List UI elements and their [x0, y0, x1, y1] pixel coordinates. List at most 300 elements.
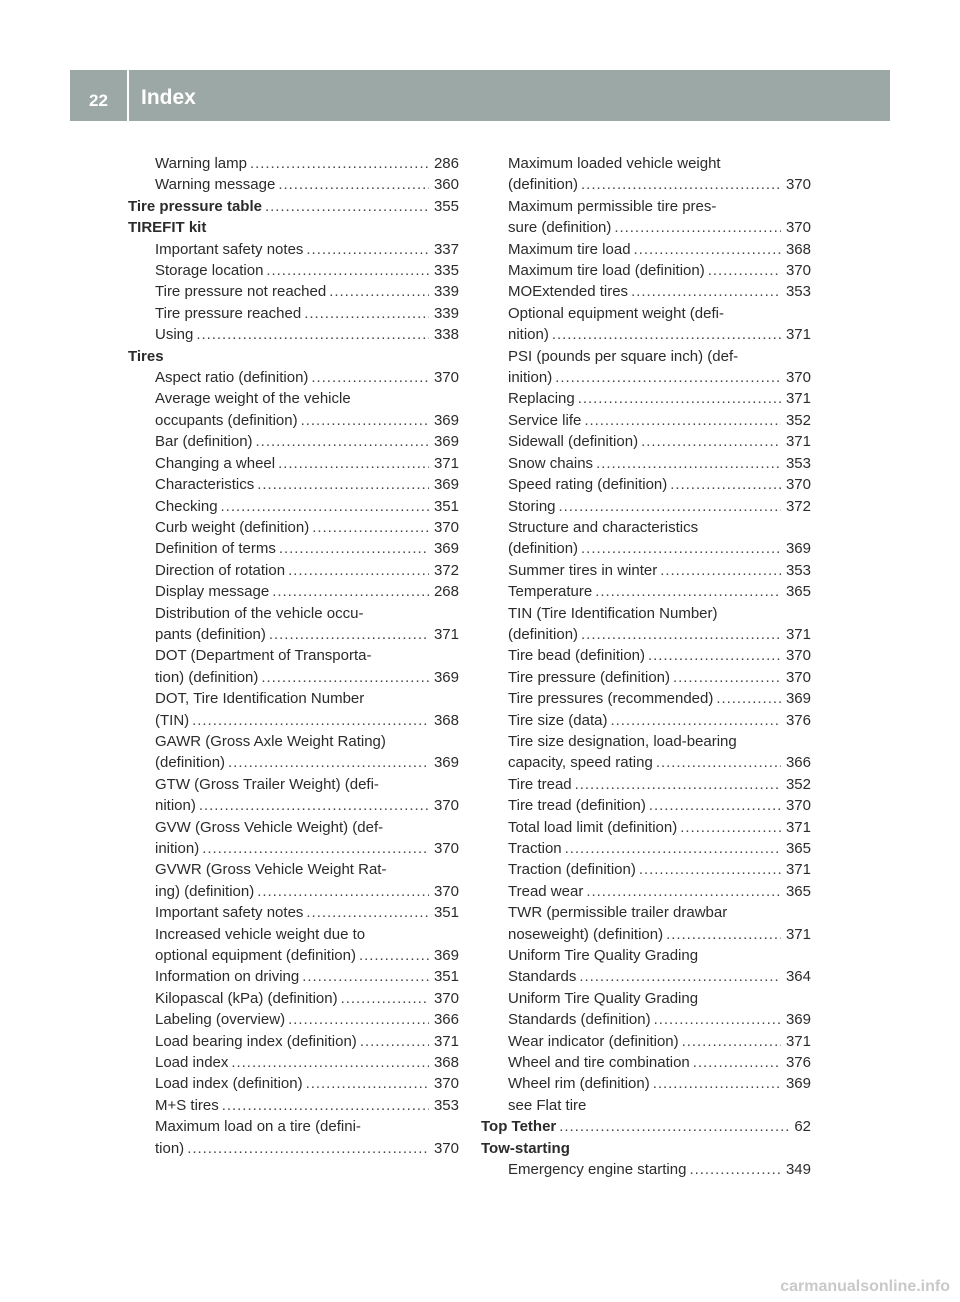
index-entry[interactable] [508, 324, 811, 345]
dot-leader [269, 624, 429, 645]
page-reference: 368 [433, 1054, 459, 1072]
entry-text: (definition) [508, 625, 579, 643]
page-reference: 353 [785, 283, 811, 301]
index-entry[interactable] [155, 881, 459, 902]
entry-text: sure (definition) [508, 219, 612, 237]
entry-text: Total load limit (definition) [508, 818, 678, 836]
entry-text: Load index (definition) [155, 1075, 303, 1093]
entry-text: Distribution of the vehicle occu- [155, 604, 364, 622]
dot-leader [641, 431, 781, 452]
entry-text: Using [155, 326, 194, 344]
dot-leader [202, 838, 429, 859]
watermark: carmanualsonline.info [780, 1278, 950, 1295]
entry-text: Storage location [155, 262, 264, 280]
entry-text: Checking [155, 497, 218, 515]
page-reference: 376 [785, 1054, 811, 1072]
index-entry[interactable] [508, 924, 811, 945]
index-entry[interactable] [155, 410, 459, 431]
dot-leader [228, 752, 429, 773]
page-reference: 337 [433, 240, 459, 258]
index-entry[interactable] [155, 752, 459, 773]
page-reference: 369 [785, 690, 811, 708]
page-reference: 355 [433, 197, 459, 215]
index-entry[interactable] [155, 560, 459, 581]
header-divider [127, 70, 129, 121]
entry-text: nition) [155, 797, 196, 815]
dot-leader [257, 474, 429, 495]
dot-leader [565, 838, 781, 859]
dot-leader [596, 453, 781, 474]
dot-leader [648, 645, 781, 666]
entry-text: Changing a wheel [155, 454, 276, 472]
dot-leader [231, 1052, 429, 1073]
dot-leader [670, 474, 781, 495]
entry-text: Average weight of the vehicle [155, 390, 351, 408]
index-entry[interactable] [508, 859, 811, 880]
index-entry[interactable] [155, 303, 459, 324]
entry-text: Tow-starting [481, 1139, 570, 1157]
entry-text: Tire tread (definition) [508, 797, 646, 815]
entry-text: Tire tread [508, 775, 572, 793]
dot-leader [288, 560, 429, 581]
entry-text: Maximum loaded vehicle weight [508, 155, 721, 172]
page-reference: 371 [433, 454, 459, 472]
dot-leader [586, 881, 781, 902]
page-reference: 351 [433, 968, 459, 986]
entry-text: (TIN) [155, 711, 190, 729]
entry-text: Load bearing index (definition) [155, 1032, 357, 1050]
page-reference: 365 [785, 840, 811, 857]
index-entry [508, 988, 811, 1009]
entry-text: Uniform Tire Quality Grading [508, 947, 699, 965]
dot-leader [682, 1031, 781, 1052]
page-reference: 369 [433, 947, 459, 965]
dot-leader [288, 1009, 429, 1030]
index-entry[interactable] [155, 795, 459, 816]
page-reference: 370 [433, 882, 459, 900]
page-reference: 371 [785, 861, 811, 879]
entry-text: Tire pressure not reached [155, 283, 327, 301]
entry-text: Top Tether [481, 1118, 557, 1136]
entry-text: Tire pressure (definition) [508, 668, 671, 686]
index-entry[interactable] [508, 624, 811, 645]
index-entry [508, 196, 811, 217]
entry-text: Characteristics [155, 476, 255, 494]
index-entry[interactable] [508, 795, 811, 816]
page-reference: 376 [785, 711, 811, 729]
page-reference: 370 [785, 219, 811, 237]
index-entry[interactable] [508, 1052, 811, 1073]
index-entry [155, 817, 459, 838]
entry-text: pants (definition) [155, 625, 266, 643]
dot-leader [196, 324, 429, 345]
entry-text: Replacing [508, 390, 575, 408]
entry-text: Tread wear [508, 882, 584, 900]
index-entry[interactable] [508, 688, 811, 709]
dot-leader [581, 624, 781, 645]
index-heading[interactable] [128, 196, 459, 217]
index-entry [155, 859, 459, 880]
index-entry [508, 603, 811, 624]
index-entry[interactable] [155, 431, 459, 452]
dot-leader [689, 1159, 781, 1180]
index-entry[interactable] [508, 838, 811, 859]
entry-text: see Flat tire [508, 1096, 587, 1114]
entry-text: Summer tires in winter [508, 561, 658, 579]
index-entry[interactable] [155, 581, 459, 602]
dot-leader [680, 817, 781, 838]
index-entry[interactable] [508, 560, 811, 581]
entry-text: Labeling (overview) [155, 1011, 286, 1029]
page-reference: 352 [785, 411, 811, 429]
dot-leader [306, 902, 429, 923]
index-entry[interactable] [155, 281, 459, 302]
index-entry [155, 688, 459, 709]
entry-text: Direction of rotation [155, 561, 286, 579]
entry-text: Load index [155, 1054, 229, 1072]
index-entry[interactable] [155, 988, 459, 1009]
page-reference: 268 [433, 583, 459, 601]
page-reference: 339 [433, 283, 459, 301]
index-entry[interactable] [508, 217, 811, 238]
index-entry[interactable] [155, 1031, 459, 1052]
entry-text: Curb weight (definition) [155, 518, 310, 536]
page-reference: 370 [433, 797, 459, 815]
page-reference: 370 [433, 1075, 459, 1093]
entry-text: Traction [508, 840, 562, 857]
index-entry[interactable] [155, 517, 459, 538]
page-reference: 353 [785, 561, 811, 579]
index-entry[interactable] [155, 153, 459, 174]
page-reference: 353 [433, 1096, 459, 1114]
entry-text: Warning message [155, 176, 276, 194]
dot-leader [581, 538, 781, 559]
dot-leader [266, 260, 429, 281]
page-reference: 369 [785, 1011, 811, 1029]
entry-text: DOT (Department of Transporta- [155, 647, 372, 665]
dot-leader [265, 196, 429, 217]
index-entry[interactable] [155, 474, 459, 495]
page-reference: 369 [433, 754, 459, 772]
entry-text: GAWR (Gross Axle Weight Rating) [155, 732, 386, 750]
entry-text: (definition) [508, 176, 579, 194]
page-reference: 371 [785, 326, 811, 344]
entry-text: GTW (Gross Trailer Weight) (defi- [155, 775, 379, 793]
index-entry[interactable] [155, 838, 459, 859]
index-entry[interactable] [155, 945, 459, 966]
entry-text: Optional equipment weight (defi- [508, 304, 724, 322]
entry-text: Uniform Tire Quality Grading [508, 989, 699, 1007]
page-reference: 360 [433, 176, 459, 194]
dot-leader [306, 239, 429, 260]
section-title: Index [141, 86, 196, 109]
dot-leader [639, 859, 781, 880]
index-entry [508, 153, 811, 174]
dot-leader [654, 1009, 781, 1030]
entry-text: Tire pressure reached [155, 304, 302, 322]
dot-leader [359, 945, 429, 966]
index-entry[interactable] [508, 1073, 811, 1094]
entry-text: Tire pressure table [128, 197, 262, 215]
page-reference: 370 [785, 262, 811, 280]
page-reference: 286 [433, 155, 459, 172]
dot-leader [341, 988, 429, 1009]
index-entry[interactable] [155, 174, 459, 195]
entry-text: tion) (definition) [155, 668, 259, 686]
page-reference: 372 [433, 561, 459, 579]
page-reference: 353 [785, 454, 811, 472]
dot-leader [579, 966, 781, 987]
entry-text: Structure and characteristics [508, 518, 699, 536]
page-reference: 371 [785, 818, 811, 836]
index-entry[interactable] [155, 496, 459, 517]
index-entry[interactable] [155, 538, 459, 559]
page-reference: 365 [785, 583, 811, 601]
index-entry[interactable] [508, 410, 811, 431]
entry-text: Standards (definition) [508, 1011, 651, 1029]
page-reference: 339 [433, 304, 459, 322]
dot-leader [306, 1073, 429, 1094]
page-number: 22 [89, 91, 108, 110]
dot-leader [660, 560, 781, 581]
index-entry[interactable] [508, 645, 811, 666]
entry-text: M+S tires [155, 1096, 219, 1114]
index-entry [508, 945, 811, 966]
entry-text: Storing [508, 497, 556, 515]
page-reference: 366 [785, 754, 811, 772]
entry-text: DOT, Tire Identification Number [155, 690, 365, 708]
dot-leader [634, 239, 781, 260]
dot-leader [693, 1052, 781, 1073]
index-entry[interactable] [155, 667, 459, 688]
index-entry[interactable] [508, 388, 811, 409]
page-reference: 369 [785, 1075, 811, 1093]
dot-leader [584, 410, 781, 431]
index-entry[interactable] [155, 1073, 459, 1094]
index-entry[interactable] [508, 538, 811, 559]
page-reference: 62 [794, 1118, 811, 1136]
entry-text: Information on driving [155, 968, 300, 986]
index-entry[interactable] [155, 324, 459, 345]
index-entry[interactable] [508, 667, 811, 688]
entry-text: Maximum load on a tire (defini- [155, 1118, 361, 1136]
index-heading[interactable] [481, 1116, 811, 1137]
index-entry[interactable] [155, 1009, 459, 1030]
index-entry [508, 346, 811, 367]
page-reference: 368 [785, 240, 811, 258]
index-entry[interactable] [508, 710, 811, 731]
dot-leader [559, 1116, 789, 1137]
entry-text: (definition) [155, 754, 226, 772]
index-entry[interactable] [155, 1138, 459, 1159]
index-entry[interactable] [508, 774, 811, 795]
entry-text: TIREFIT kit [128, 219, 207, 237]
index-entry[interactable] [508, 281, 811, 302]
index-entry[interactable] [508, 1159, 811, 1180]
index-entry[interactable] [508, 496, 811, 517]
entry-text: Standards [508, 968, 577, 986]
dot-leader [329, 281, 429, 302]
index-entry[interactable] [155, 1095, 459, 1116]
dot-leader [614, 217, 781, 238]
page-reference: 369 [433, 411, 459, 429]
index-entry[interactable] [155, 367, 459, 388]
index-entry[interactable] [508, 474, 811, 495]
entry-text: Sidewall (definition) [508, 433, 639, 451]
index-entry [155, 731, 459, 752]
index-entry[interactable] [155, 710, 459, 731]
index-column-left [128, 153, 459, 1159]
page-reference: 371 [785, 433, 811, 451]
entry-text: TIN (Tire Identification Number) [508, 604, 718, 622]
index-heading [481, 1138, 811, 1159]
entry-text: tion) [155, 1139, 185, 1157]
page-reference: 370 [433, 518, 459, 536]
index-entry [508, 731, 811, 752]
entry-text: (definition) [508, 540, 579, 558]
dot-leader [581, 174, 781, 195]
dot-leader [311, 367, 429, 388]
entry-text: Maximum tire load (definition) [508, 262, 705, 280]
page-reference: 338 [433, 326, 459, 344]
index-entry [155, 1116, 459, 1137]
dot-leader [192, 710, 429, 731]
index-entry[interactable] [508, 239, 811, 260]
page-reference: 365 [785, 882, 811, 900]
entry-text: ing) (definition) [155, 882, 255, 900]
page-reference: 371 [433, 625, 459, 643]
index-entry[interactable] [508, 260, 811, 281]
index-entry[interactable] [508, 581, 811, 602]
page-reference: 371 [785, 625, 811, 643]
dot-leader [256, 431, 429, 452]
index-heading [128, 217, 459, 238]
dot-leader [656, 752, 781, 773]
dot-leader [631, 281, 781, 302]
entry-text: inition) [155, 840, 200, 857]
index-entry[interactable] [508, 453, 811, 474]
entry-text: Tire bead (definition) [508, 647, 646, 665]
entry-text: Increased vehicle weight due to [155, 925, 366, 943]
dot-leader [666, 924, 781, 945]
entry-text: Tire size designation, load-bearing [508, 732, 737, 750]
index-entry [155, 924, 459, 945]
page-reference: 370 [785, 797, 811, 815]
page-reference: 371 [785, 390, 811, 408]
dot-leader [272, 581, 429, 602]
index-column-right [481, 153, 811, 1181]
index-entry[interactable] [508, 817, 811, 838]
entry-text: TWR (permissible trailer drawbar [508, 904, 728, 922]
dot-leader [279, 538, 429, 559]
index-entry[interactable] [508, 431, 811, 452]
index-entry[interactable] [155, 902, 459, 923]
index-entry [155, 774, 459, 795]
index-entry[interactable] [155, 624, 459, 645]
index-entry[interactable] [508, 1009, 811, 1030]
dot-leader [673, 667, 781, 688]
dot-leader [278, 453, 429, 474]
entry-text: noseweight) (definition) [508, 925, 664, 943]
entry-text: PSI (pounds per square inch) (def- [508, 347, 739, 365]
index-entry[interactable] [508, 367, 811, 388]
entry-text: Important safety notes [155, 240, 304, 258]
dot-leader [649, 795, 781, 816]
page-reference: 370 [785, 668, 811, 686]
index-entry [155, 603, 459, 624]
page-reference: 335 [433, 262, 459, 280]
entry-text: Wear indicator (definition) [508, 1032, 679, 1050]
page-reference: 370 [785, 176, 811, 194]
page-reference: 369 [433, 668, 459, 686]
page-reference: 351 [433, 904, 459, 922]
entry-text: Tires [128, 347, 164, 365]
dot-leader [257, 881, 429, 902]
dot-leader [312, 517, 429, 538]
page-reference: 369 [785, 540, 811, 558]
index-entry[interactable] [155, 966, 459, 987]
dot-leader [302, 966, 429, 987]
entry-text: inition) [508, 369, 553, 387]
entry-text: Kilopascal (kPa) (definition) [155, 989, 338, 1007]
page-reference: 370 [433, 840, 459, 857]
entry-text: Bar (definition) [155, 433, 253, 451]
page-reference: 370 [433, 1139, 459, 1157]
index-entry[interactable] [508, 752, 811, 773]
page-reference: 370 [433, 369, 459, 387]
dot-leader [552, 324, 781, 345]
dot-leader [187, 1138, 429, 1159]
page-reference: 371 [433, 1032, 459, 1050]
index-heading [128, 346, 459, 367]
entry-text: Warning lamp [155, 155, 247, 172]
dot-leader [199, 795, 429, 816]
dot-leader [261, 667, 429, 688]
dot-leader [708, 260, 781, 281]
page-reference: 369 [433, 433, 459, 451]
index-entry[interactable] [508, 966, 811, 987]
page-reference: 369 [433, 476, 459, 494]
entry-text: Emergency engine starting [508, 1161, 687, 1179]
index-entry [155, 388, 459, 409]
entry-text: Snow chains [508, 454, 594, 472]
page-reference: 364 [785, 968, 811, 986]
dot-leader [555, 367, 781, 388]
dot-leader [250, 153, 429, 174]
entry-text: Speed rating (definition) [508, 476, 668, 494]
entry-text: Wheel and tire combination [508, 1054, 690, 1072]
index-entry[interactable] [155, 453, 459, 474]
index-entry[interactable] [155, 1052, 459, 1073]
index-entry[interactable] [155, 260, 459, 281]
index-entry [508, 303, 811, 324]
page-reference: 370 [433, 989, 459, 1007]
entry-text: Aspect ratio (definition) [155, 369, 309, 387]
page-reference: 368 [433, 711, 459, 729]
index-entry[interactable] [155, 239, 459, 260]
entry-text: occupants (definition) [155, 411, 298, 429]
dot-leader [304, 303, 429, 324]
index-entry[interactable] [508, 1031, 811, 1052]
page-reference: 372 [785, 497, 811, 515]
entry-text: Temperature [508, 583, 593, 601]
index-entry[interactable] [508, 174, 811, 195]
index-entry [508, 902, 811, 923]
entry-text: Wheel rim (definition) [508, 1075, 650, 1093]
dot-leader [559, 496, 781, 517]
index-entry[interactable] [508, 881, 811, 902]
page-reference: 370 [785, 369, 811, 387]
